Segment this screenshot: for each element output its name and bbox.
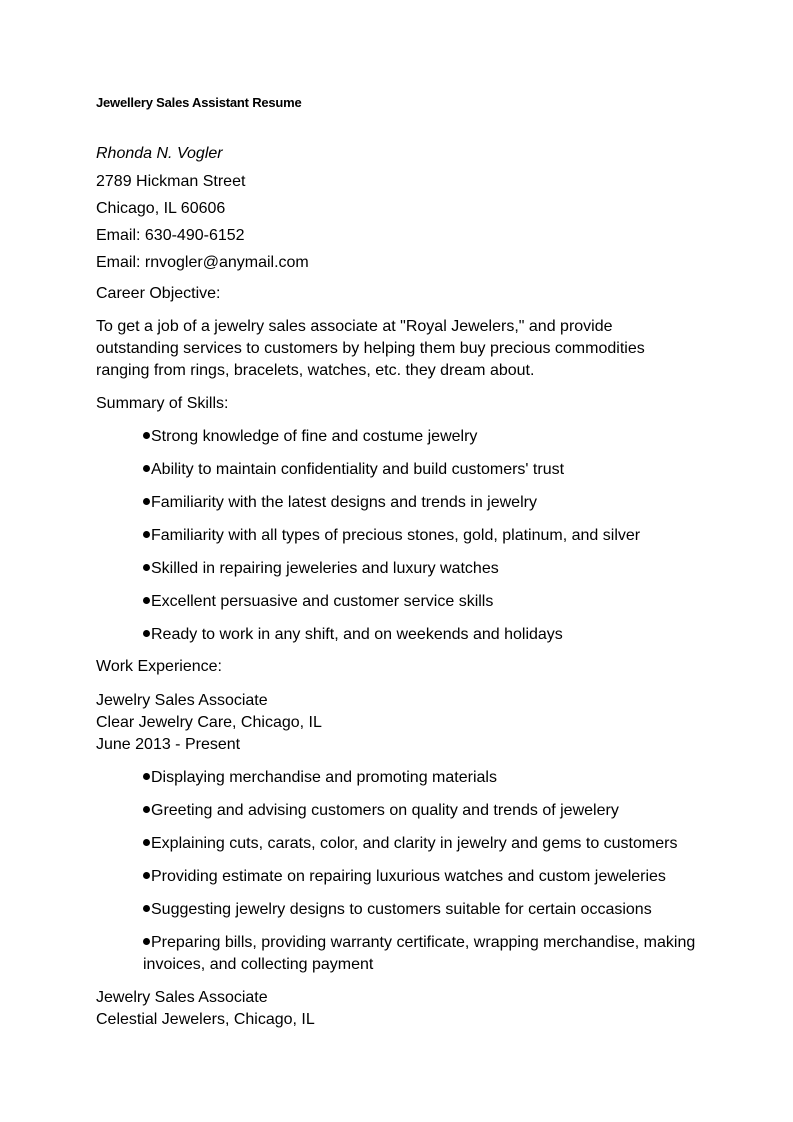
skill-item: Strong knowledge of fine and costume jewelry <box>143 426 703 448</box>
bullet-icon <box>143 938 150 945</box>
objective-line-1: To get a job of a jewelry sales associate at "Royal Jewelers," and provide <box>96 318 613 335</box>
bullet-icon <box>143 498 150 505</box>
bullet-icon <box>143 839 150 846</box>
objective-line-2: outstanding services to customers by helping them buy precious commodities <box>96 340 645 357</box>
bullet-icon <box>143 806 150 813</box>
bullet-icon <box>143 564 150 571</box>
work-experience-heading: Work Experience: <box>96 658 222 675</box>
bullet-icon <box>143 432 150 439</box>
skill-item: Skilled in repairing jeweleries and luxury watches <box>143 558 703 580</box>
bullet-icon <box>143 905 150 912</box>
street-address: 2789 Hickman Street <box>96 173 246 190</box>
duty-item: Greeting and advising customers on quality and trends of jewelery <box>143 800 703 822</box>
bullet-icon <box>143 531 150 538</box>
duty-item: Explaining cuts, carats, color, and clarity in jewelry and gems to customers <box>143 833 703 855</box>
job-2-company: Celestial Jewelers, Chicago, IL <box>96 1011 315 1028</box>
skills-heading: Summary of Skills: <box>96 395 229 412</box>
skill-item: Excellent persuasive and customer service skills <box>143 591 703 613</box>
document-title: Jewellery Sales Assistant Resume <box>96 95 302 110</box>
job-2-header <box>96 987 656 1031</box>
duty-item: Providing estimate on repairing luxurious watches and custom jeweleries <box>143 866 703 888</box>
objective-line-3: ranging from rings, bracelets, watches, etc. they dream about. <box>96 362 535 379</box>
bullet-icon <box>143 465 150 472</box>
job-1-header <box>96 690 656 756</box>
duty-item: Displaying merchandise and promoting materials <box>143 767 703 789</box>
job-2-title: Jewelry Sales Associate <box>96 989 268 1006</box>
bullet-icon <box>143 597 150 604</box>
bullet-icon <box>143 630 150 637</box>
skill-item: Familiarity with the latest designs and trends in jewelry <box>143 492 703 514</box>
job-1-title: Jewelry Sales Associate <box>96 692 268 709</box>
job-1-company: Clear Jewelry Care, Chicago, IL <box>96 714 322 731</box>
bullet-icon <box>143 872 150 879</box>
skill-item: Familiarity with all types of precious stones, gold, platinum, and silver <box>143 525 703 547</box>
skill-item: Ready to work in any shift, and on weekends and holidays <box>143 624 703 646</box>
applicant-name: Rhonda N. Vogler <box>96 145 223 162</box>
career-objective-text <box>96 316 656 382</box>
duty-item: Suggesting jewelry designs to customers suitable for certain occasions <box>143 899 703 921</box>
phone-line: Email: 630-490-6152 <box>96 227 245 244</box>
career-objective-heading: Career Objective: <box>96 285 221 302</box>
duty-item: Preparing bills, providing warranty certificate, wrapping merchandise, making invoices, and collecting payment <box>143 932 703 976</box>
email-line: Email: rnvogler@anymail.com <box>96 254 309 271</box>
city-state-zip: Chicago, IL 60606 <box>96 200 226 217</box>
skill-item: Ability to maintain confidentiality and build customers' trust <box>143 459 703 481</box>
bullet-icon <box>143 773 150 780</box>
duty-continuation: invoices, and collecting payment <box>143 956 374 973</box>
job-1-dates: June 2013 - Present <box>96 736 241 753</box>
